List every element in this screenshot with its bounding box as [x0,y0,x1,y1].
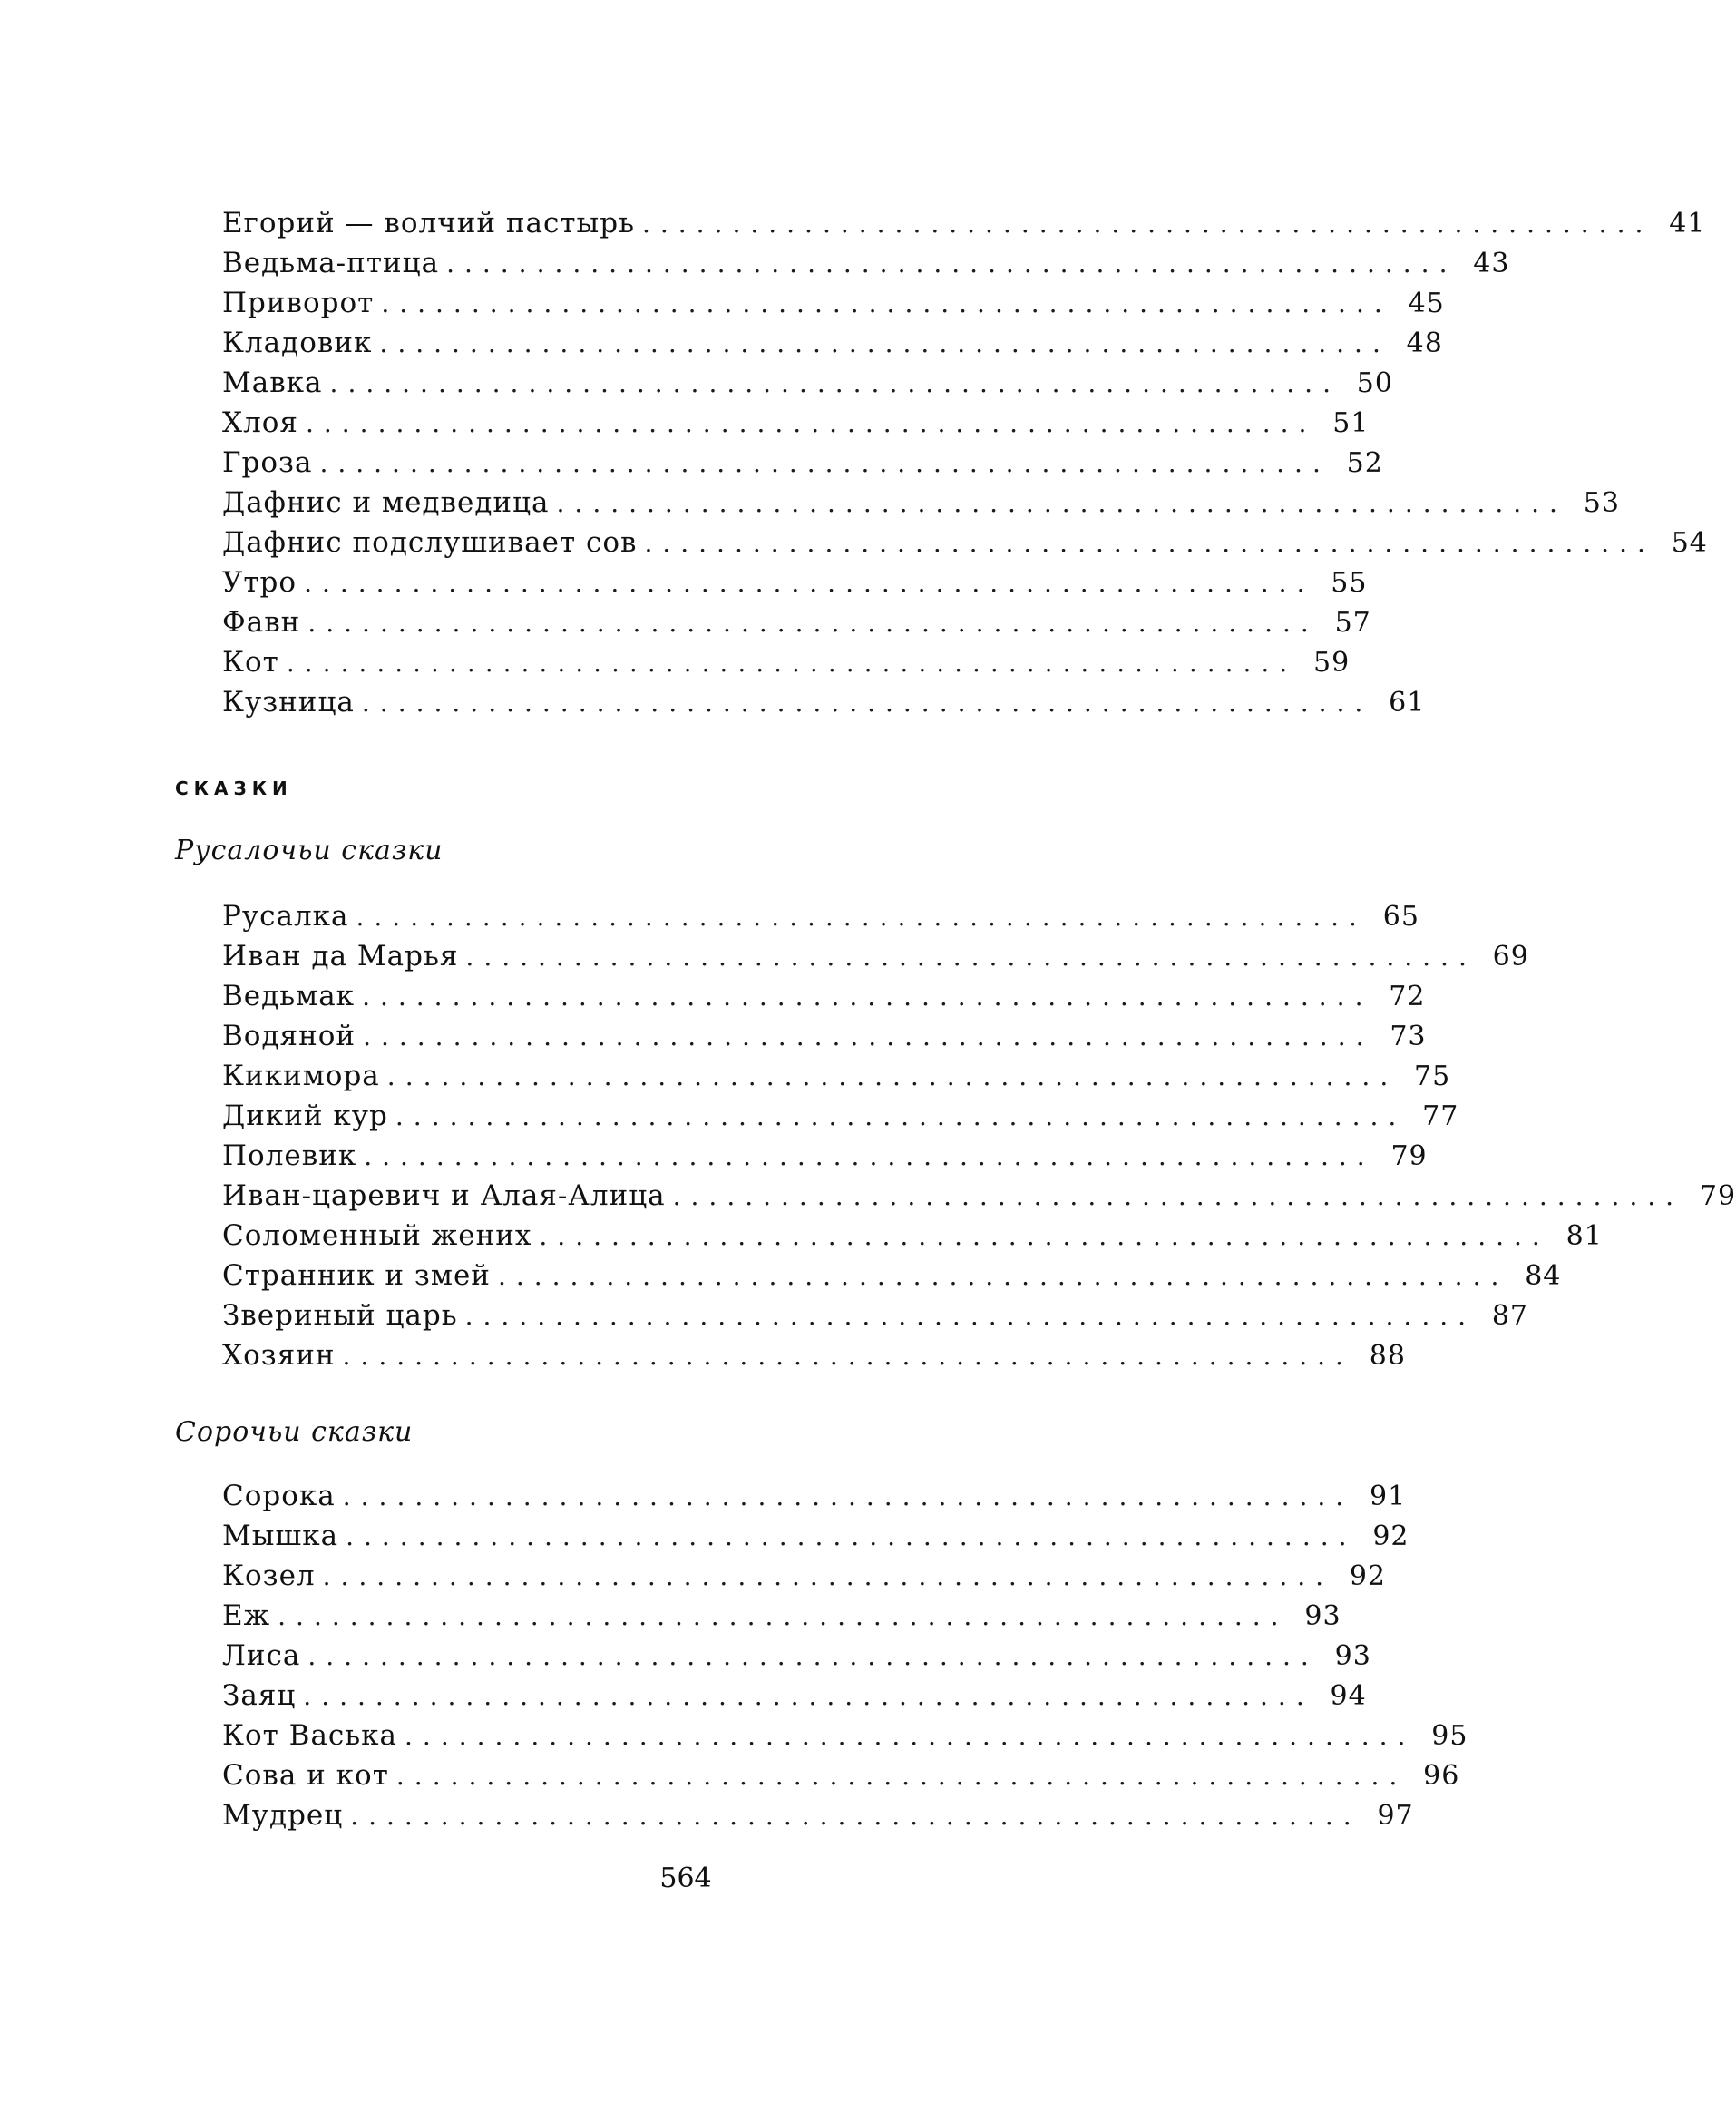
toc-entry [222,406,1370,446]
page-number: 564 [659,1863,712,1894]
toc-entry-page: 53 [1583,487,1620,519]
dot-leader: ........................................................ [342,1341,1353,1371]
dot-leader: ........................................................ [464,1301,1477,1331]
subsection-title: Русалочьи сказки [175,835,444,866]
toc-entry-page: 84 [1525,1260,1562,1292]
dot-leader: ........................................................ [405,1721,1416,1751]
toc-entry [222,1179,1736,1219]
toc-entry-title: Гроза [222,446,313,479]
toc-entry-page: 92 [1372,1520,1409,1552]
toc-entry-title: Дафнис и медведица [222,486,550,519]
toc-group-1 [222,207,1708,726]
dot-leader: ........................................................ [278,1601,1289,1631]
dot-leader: ........................................................ [641,209,1653,239]
toc-entry-title: Егорий — волчий пастырь [222,207,635,240]
toc-entry-title: Еж [222,1599,271,1632]
dot-leader: ........................................................ [446,249,1458,279]
toc-entry [222,900,1419,940]
toc-entry-title: Иван-царевич и Алая-Алица [222,1179,666,1212]
toc-entry-title: Козел [222,1560,316,1592]
toc-entry-title: Лиса [222,1639,301,1672]
toc-entry-title: Полевик [222,1139,357,1172]
toc-entry [222,1520,1409,1560]
dot-leader: ........................................................ [350,1801,1361,1831]
dot-leader: ........................................................ [465,942,1477,972]
toc-entry [222,686,1426,726]
toc-entry [222,1339,1406,1379]
dot-leader: ........................................................ [539,1221,1550,1251]
toc-entry-page: 93 [1304,1600,1341,1632]
dot-leader: ........................................................ [497,1261,1509,1291]
toc-entry [222,1020,1427,1060]
toc-entry-title: Хлоя [222,406,298,439]
dot-leader: ........................................................ [322,1561,1334,1591]
toc-entry-page: 75 [1414,1061,1451,1092]
dot-leader: ........................................................ [303,1681,1314,1711]
toc-entry-title: Странник и змей [222,1259,491,1292]
toc-entry-title: Мышка [222,1520,339,1552]
toc-entry-title: Ведьмак [222,980,356,1012]
dot-leader: ........................................................ [644,528,1655,558]
toc-entry-title: Кикимора [222,1060,380,1092]
toc-entry-page: 88 [1369,1340,1406,1372]
toc-group-3 [222,1480,1468,1839]
toc-entry [222,446,1383,486]
toc-entry-title: Заяц [222,1679,297,1712]
toc-entry [222,247,1510,287]
toc-entry [222,287,1445,327]
toc-entry [222,1219,1603,1259]
toc-entry-title: Мудрец [222,1799,344,1832]
toc-entry-title: Фавн [222,606,301,639]
toc-entry-page: 91 [1369,1481,1407,1512]
toc-entry [222,566,1368,606]
toc-entry-page: 65 [1382,901,1419,933]
dot-leader: ........................................................ [286,648,1298,678]
toc-entry-title: Русалка [222,900,349,933]
toc-entry [222,1299,1529,1339]
toc-entry-page: 95 [1431,1720,1468,1752]
toc-entry-page: 73 [1390,1021,1427,1052]
dot-leader: ........................................................ [395,1101,1407,1131]
toc-entry-page: 45 [1408,288,1445,319]
toc-entry [222,646,1351,686]
toc-entry [222,1100,1459,1139]
dot-leader: ........................................................ [356,902,1367,932]
toc-entry-page: 72 [1389,981,1426,1012]
dot-leader: ........................................................ [379,328,1390,358]
toc-entry-page: 43 [1473,248,1510,279]
dot-leader: ........................................................ [304,568,1315,598]
toc-entry-title: Утро [222,566,297,599]
toc-entry-title: Водяной [222,1020,356,1052]
toc-entry [222,1759,1460,1799]
toc-entry [222,1719,1468,1759]
toc-entry [222,1139,1428,1179]
dot-leader: ........................................................ [386,1061,1399,1091]
toc-entry-title: Сорока [222,1480,336,1512]
toc-entry-title: Мавка [222,367,323,399]
toc-entry-page: 50 [1356,367,1393,399]
toc-entry-title: Кузница [222,686,355,719]
toc-entry [222,327,1443,367]
toc-entry-title: Хозяин [222,1339,336,1372]
toc-entry-page: 51 [1332,407,1370,439]
dot-leader: ........................................................ [329,368,1341,398]
toc-entry [222,1639,1371,1679]
toc-entry-page: 59 [1313,647,1351,679]
toc-entry [222,606,1371,646]
toc-entry-title: Приворот [222,287,375,319]
toc-entry-page: 69 [1492,941,1529,973]
toc-entry-page: 96 [1423,1760,1460,1792]
toc-entry [222,1560,1387,1599]
toc-entry [222,1259,1562,1299]
toc-entry-page: 81 [1565,1220,1603,1252]
toc-entry-title: Ведьма-птица [222,247,440,279]
toc-entry-title: Кладовик [222,327,373,359]
toc-entry-page: 55 [1331,567,1368,599]
toc-entry-title: Иван да Марья [222,940,459,973]
toc-entry-title: Сова и кот [222,1759,389,1792]
section-title: СКАЗКИ [175,777,293,799]
toc-entry-page: 61 [1389,687,1426,719]
dot-leader: ........................................................ [672,1181,1684,1211]
toc-entry [222,1799,1414,1839]
toc-entry-page: 79 [1699,1180,1736,1212]
toc-entry-page: 92 [1349,1560,1387,1592]
dot-leader: ........................................................ [363,1022,1374,1051]
toc-entry-title: Кот Васька [222,1719,398,1752]
toc-entry [222,1679,1367,1719]
subsection-title: Сорочьи сказки [175,1416,414,1448]
toc-entry-title: Соломенный жених [222,1219,532,1252]
toc-entry-page: 94 [1330,1680,1367,1712]
dot-leader: ........................................................ [346,1521,1357,1551]
toc-entry [222,980,1426,1020]
toc-entry-page: 93 [1334,1640,1371,1672]
dot-leader: ........................................................ [305,408,1317,438]
toc-entry-page: 79 [1390,1140,1428,1172]
dot-leader: ........................................................ [381,288,1392,318]
dot-leader: ........................................................ [342,1481,1354,1511]
dot-leader: ........................................................ [395,1761,1408,1791]
dot-leader: ........................................................ [364,1141,1375,1171]
toc-entry [222,207,1706,247]
toc-group-2 [222,900,1736,1379]
toc-entry-page: 48 [1406,328,1443,359]
toc-entry-page: 57 [1334,607,1371,639]
toc-entry-title: Кот [222,646,279,679]
dot-leader: ........................................................ [362,982,1373,1012]
toc-entry-title: Дикий кур [222,1100,388,1132]
toc-entry [222,1480,1407,1520]
toc-entry [222,367,1393,406]
toc-entry-page: 41 [1669,208,1706,240]
toc-entry [222,940,1529,980]
toc-entry [222,1060,1451,1100]
toc-entry-page: 54 [1671,527,1708,559]
toc-entry [222,486,1620,526]
toc-entry-title: Звериный царь [222,1299,458,1332]
dot-leader: ........................................................ [319,448,1331,478]
toc-entry-page: 87 [1491,1300,1529,1332]
toc-entry [222,526,1708,566]
toc-entry-page: 52 [1346,447,1383,479]
toc-entry [222,1599,1341,1639]
dot-leader: ........................................................ [361,688,1373,718]
dot-leader: ........................................................ [556,488,1567,518]
dot-leader: ........................................................ [307,608,1319,638]
dot-leader: ........................................................ [307,1641,1319,1671]
toc-entry-page: 97 [1377,1800,1414,1832]
toc-entry-title: Дафнис подслушивает сов [222,526,638,559]
toc-entry-page: 77 [1422,1100,1459,1132]
